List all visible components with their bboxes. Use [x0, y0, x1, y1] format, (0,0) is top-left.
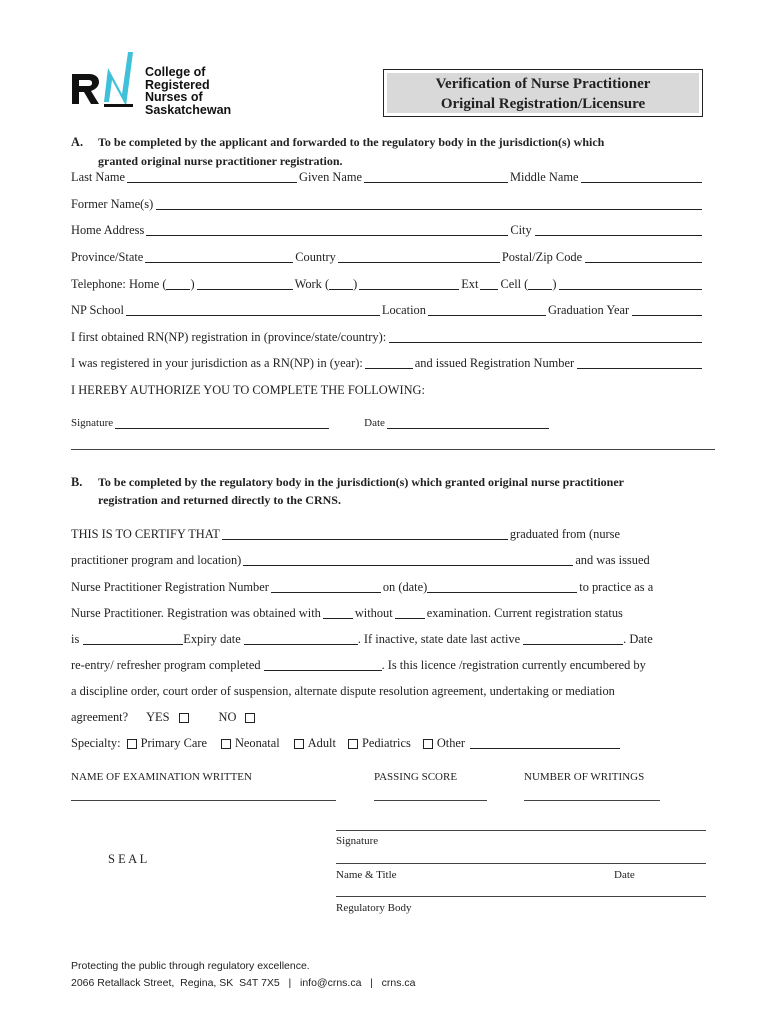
certify-row [71, 528, 655, 540]
section-b-heading-1: To be completed by the regulatory body in the jurisdiction(s) which granted original nurse practitioner [98, 475, 624, 489]
applicant-signature-field[interactable] [115, 419, 329, 429]
logo-line-1: College of [145, 65, 206, 79]
applicant-date-label: Date [364, 417, 385, 429]
section-divider [71, 449, 715, 450]
home-address-label: Home Address [71, 223, 145, 237]
certify-label: THIS IS TO CERTIFY THAT [71, 527, 220, 541]
graduated-from-label: graduated from (nurse [509, 527, 620, 541]
given-name-field[interactable] [364, 171, 508, 183]
without-label: without [354, 606, 393, 620]
num-writings-field[interactable] [524, 800, 660, 801]
work-paren-close: ) [353, 277, 358, 291]
agreement-label: agreement? [71, 710, 129, 724]
adult-checkbox[interactable] [294, 739, 304, 749]
applicant-date-field[interactable] [387, 419, 549, 429]
province-row [71, 251, 705, 263]
graduation-year-label: Graduation Year [547, 303, 630, 317]
specialty-pediatrics-label: Pediatrics [361, 736, 411, 750]
work-phone-field[interactable] [359, 278, 459, 290]
reentry-row [71, 659, 711, 671]
last-name-field[interactable] [127, 171, 297, 183]
neonatal-checkbox[interactable] [221, 739, 231, 749]
specialty-label: Specialty: [71, 736, 121, 750]
section-b-letter: B. [71, 475, 83, 489]
regulatory-signature-label: Signature [336, 835, 379, 847]
cell-label: Cell ( [500, 277, 529, 291]
pediatrics-checkbox[interactable] [348, 739, 358, 749]
certify-name-field[interactable] [222, 528, 508, 540]
yes-label: YES [146, 710, 170, 724]
middle-name-label: Middle Name [509, 170, 579, 184]
specialty-other-label: Other [436, 736, 466, 750]
former-names-label: Former Name(s) [71, 197, 154, 211]
first-obtained-field[interactable] [389, 331, 702, 343]
program-location-field[interactable] [243, 554, 573, 566]
reentry-date-field[interactable] [264, 659, 382, 671]
logo-line-3: Nurses of [145, 90, 203, 104]
home-address-field[interactable] [146, 224, 508, 236]
ext-field[interactable] [480, 278, 498, 290]
telephone-row [71, 278, 705, 290]
former-names-row [71, 198, 705, 210]
program-location-label: practitioner program and location) [71, 553, 242, 567]
regulatory-body-line[interactable] [336, 896, 706, 897]
passing-score-field[interactable] [374, 800, 487, 801]
cell-paren-close: ) [552, 277, 557, 291]
reentry-label: re-entry/ refresher program completed [71, 658, 261, 672]
on-date-field[interactable] [427, 581, 577, 593]
primary-care-checkbox[interactable] [127, 739, 137, 749]
on-date-label: on (date) [382, 580, 428, 594]
country-label: Country [295, 250, 336, 264]
regulatory-body-label: Regulatory Body [336, 902, 412, 914]
regulatory-date-label: Date [614, 869, 635, 881]
graduation-year-field[interactable] [632, 304, 702, 316]
name-title-label: Name & Title [336, 869, 397, 881]
section-a-letter: A. [71, 135, 84, 149]
passing-score-header: PASSING SCORE [374, 771, 458, 783]
expiry-date-field[interactable] [244, 633, 358, 645]
title-line-2: Original Registration/Licensure [440, 96, 646, 112]
home-phone-field[interactable] [197, 278, 293, 290]
to-practice-label: to practice as a [579, 580, 654, 594]
footer-tagline: Protecting the public through regulatory excellence. [71, 960, 310, 972]
regulatory-signature-line[interactable] [336, 830, 706, 831]
np-reg-number-field[interactable] [271, 581, 381, 593]
exam-name-header: NAME OF EXAMINATION WRITTEN [71, 771, 252, 783]
crns-logo [70, 48, 240, 122]
home-area-code-field[interactable] [166, 278, 190, 290]
issued-reg-number-label: and issued Registration Number [414, 356, 575, 370]
applicant-signature-row [71, 418, 551, 429]
name-row [71, 171, 705, 183]
if-inactive-label: . If inactive, state date last active [357, 632, 521, 646]
exam-row [71, 607, 705, 619]
was-issued-label: and was issued [575, 553, 650, 567]
title-line-1: Verification of Nurse Practitioner [435, 76, 651, 92]
logo-line-2: Registered [145, 77, 210, 92]
specialty-adult-label: Adult [307, 736, 336, 750]
registered-year-field[interactable] [365, 357, 413, 369]
no-label: NO [218, 710, 237, 724]
is-label: is [71, 632, 80, 646]
country-field[interactable] [338, 251, 500, 263]
home-paren-close: ) [190, 277, 195, 291]
registered-in-label: I was registered in your jurisdiction as a RN(NP) in (year): [71, 356, 363, 370]
yes-checkbox[interactable] [179, 713, 189, 723]
location-field[interactable] [428, 304, 546, 316]
other-specialty-field[interactable] [470, 737, 620, 749]
np-sentence-label: Nurse Practitioner. Registration was obtained with [71, 606, 321, 620]
postal-code-label: Postal/Zip Code [501, 250, 583, 264]
np-school-row [71, 304, 705, 316]
address-row [71, 224, 705, 236]
examination-label: examination. Current registration status [426, 606, 623, 620]
np-reg-row [71, 581, 705, 593]
work-label: Work ( [294, 277, 330, 291]
given-name-label: Given Name [299, 170, 362, 184]
last-active-date-field[interactable] [523, 633, 623, 645]
first-obtained-row [71, 331, 705, 343]
discipline-text: a discipline order, court order of suspension, alternate dispute resolution agreement, undertaking or mediation [71, 684, 615, 698]
work-area-code-field[interactable] [329, 278, 353, 290]
section-a-heading-2: granted original nurse practitioner registration. [98, 154, 343, 168]
applicant-signature-label: Signature [71, 417, 114, 429]
postal-code-field[interactable] [585, 251, 702, 263]
logo-line-4: Saskatchewan [145, 102, 232, 117]
status-field[interactable] [83, 633, 183, 645]
num-writings-header: NUMBER OF WRITINGS [524, 771, 645, 783]
telephone-home-label: Telephone: Home ( [71, 277, 167, 291]
status-row [71, 633, 705, 645]
name-title-line[interactable] [336, 863, 706, 864]
other-checkbox[interactable] [423, 739, 433, 749]
seal-label: S E A L [108, 852, 148, 866]
city-label: City [510, 223, 532, 237]
city-field[interactable] [535, 224, 702, 236]
rn-logo-mark-icon [70, 48, 142, 120]
authorize-text: I HEREBY AUTHORIZE YOU TO COMPLETE THE FOLLOWING: [71, 383, 425, 397]
reg-number-field[interactable] [577, 357, 702, 369]
encumbered-label: . Is this licence /registration currently encumbered by [381, 658, 646, 672]
section-b-heading-2: registration and returned directly to the CRNS. [98, 493, 341, 507]
registered-in-row [71, 357, 705, 369]
np-reg-number-label: Nurse Practitioner Registration Number [71, 580, 269, 594]
program-row [71, 554, 690, 566]
no-checkbox[interactable] [245, 713, 255, 723]
cell-area-code-field[interactable] [528, 278, 552, 290]
agreement-row [71, 711, 259, 723]
middle-name-field[interactable] [581, 171, 702, 183]
section-a-heading-1: To be completed by the applicant and forwarded to the regulatory body in the jurisdiction(s) which [98, 135, 605, 149]
ext-label: Ext [461, 277, 479, 291]
exam-name-field[interactable] [71, 800, 336, 801]
date-suffix-label: . Date [623, 632, 653, 646]
province-field[interactable] [145, 251, 293, 263]
with-exam-field[interactable] [323, 607, 353, 619]
first-obtained-label: I first obtained RN(NP) registration in (province/state/country): [71, 330, 387, 344]
title-box [383, 69, 703, 117]
last-name-label: Last Name [71, 170, 126, 184]
np-school-field[interactable] [126, 304, 380, 316]
cell-phone-field[interactable] [559, 278, 702, 290]
footer-address: 2066 Retallack Street, Regina, SK S4T 7X5 | info@crns.ca | crns.ca [71, 977, 416, 989]
specialty-neonatal-label: Neonatal [234, 736, 280, 750]
specialty-row [71, 737, 622, 749]
location-label: Location [381, 303, 426, 317]
np-school-label: NP School [71, 303, 124, 317]
province-label: Province/State [71, 250, 144, 264]
expiry-date-label: Expiry date [183, 632, 241, 646]
without-exam-field[interactable] [395, 607, 425, 619]
former-names-field[interactable] [156, 198, 702, 210]
specialty-primary-care-label: Primary Care [140, 736, 207, 750]
